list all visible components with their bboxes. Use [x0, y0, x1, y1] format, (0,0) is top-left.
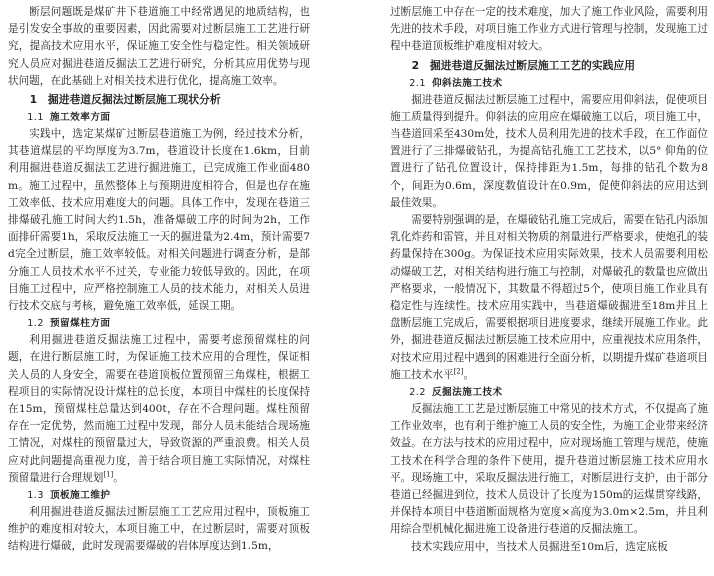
subsection-2-1-paragraph-2 [390, 212, 708, 384]
subsection-1-3-paragraph: 利用掘进巷道反掘法过断层施工工艺应用过程中，顶板施工维护的难度相对较大，本项目施工中，在过断层时，需要对顶板结构进行爆破，此时发现需要爆破的岩体厚度达到1.5m， [8, 506, 310, 553]
subsection-1-1-paragraph: 实践中，选定某煤矿过断层巷道施工为例，经过技术分析，其巷道煤层的平均厚度为3.7m，巷道设计长度在1.6km，目前利用掘进巷道反掘法工艺进行掘进施工，已完成施工作业面480m。施工过程中，虽然整体上与预期进度相符合，但是也存在施工效率低、技术应用难度大的问题。具体工作中，发现在巷道三排爆破孔施工时间大约1.5h，准备爆破工序的时间为2h，工作面排矸需要1h，采取反法施工一天的掘进量为2.4m，预计需要7d完全过断层，施工效率较低。对相关问题进行调查分析，是部分施工人员技术水平不过关，专业能力较低导致的。因此，在项目施工过程中，应严格控制施工人员的技术能力，对相关人员进行技术交底与考核，避免施工效率低，延误工期。 [8, 128, 310, 313]
subsection-title: 顶板施工维护 [49, 490, 111, 502]
subsection-2-2-heading [390, 384, 708, 401]
paragraph-text: 利用掘进巷道反掘法施工过程中，需要考虑预留煤柱的问题，在进行断层施工时，为保证施工技术应用的合理性，保证相关人员的人身安全，需要在巷道顶板位置预留三角煤柱，根据工程项目的实际情况设计煤柱的总长度，本项目中煤柱的长度保持在15m，预留煤柱总量达到400t，存在不合理问题。煤柱预留存在一定优势，然而施工过程中发现，部分人员未能结合现场施工情况，对煤柱的预留量过大，导致资源的严重浪费。相关人员应对此问题提高重视力度，善于结合项目施工实际情况，对煤柱预留量进行合理规划 [8, 334, 310, 484]
citation-ref: [1] [103, 470, 114, 479]
right-column [390, 4, 708, 572]
subsection-number: 1.2 [27, 318, 44, 330]
paragraph-end: 。 [113, 471, 124, 484]
subsection-number: 2.2 [409, 387, 426, 399]
subsection-1-2-heading [8, 315, 310, 332]
subsection-1-1-heading [8, 109, 310, 126]
section-2-heading: 2 掘进巷道反掘法过断层施工工艺的实践应用 [411, 58, 636, 72]
paragraph-text: 需要特别强调的是，在爆破钻孔施工完成后，需要在钻孔内添加乳化炸药和雷管，并且对相关物质的剂量进行严格要求，使炮孔的装药量保持在300g。为保证技术应用实际效果，技术人员需要利用松动爆破工艺，对相关结构进行施工与控制，对爆破孔的数量也应做出严格要求，一般情况下，其数量不得超过5个，使项目施工作业具有稳定性与连续性。技术应用实践中，当巷道爆破掘进至18m并且上盘断层施工完成后，需要根据项目进度要求，继续开展施工作业。此外，掘进巷道反掘法过断层施工技术应用中，应重视技术应用条件，对技术应用过程中遇到的困难进行全面分析，以期提升煤矿巷道项目施工技术水平 [390, 214, 708, 381]
paragraph-end: 。 [463, 368, 475, 381]
subsection-title: 预留煤柱方面 [49, 318, 111, 330]
subsection-title: 反掘法施工技术 [431, 387, 503, 399]
subsection-2-1-paragraph-1: 掘进巷道反掘法过断层施工过程中，需要应用仰斜法，促使项目施工质量得到提升。仰斜法的应用应在爆破施工以后，项目施工中，当巷道回采至430m处，技术人员利用先进的技术手段，在工作面位置进行了三排爆破钻孔，为提高钻孔施工工艺技术，以5° 仰角的位置进行了钻孔位置设计，保持排距为1.5m，每排的钻孔个数为8个，间距为0.6m，深度数值设计在0.9m，促使仰斜法的应用达到最佳效果。 [390, 93, 708, 209]
subsection-2-2-paragraph-1: 反掘法施工工艺是过断层施工中常见的技术方式，不仅提高了施工作业效率，也有利于维护施工人员的安全性，为施工企业带来经济效益。在方法与技术的应用过程中，应对现场施工管理与规范，使施工技术在科学合理的条件下使用，提升巷道过断层施工技术应用水平。现场施工中，采取反掘法进行施工，对断层进行支护，由于部分巷道已经掘进到位，技术人员设计了长度为150m的运煤贯穿线路，并保持本项目中巷道断面规格为宽度×高度为3.0m×2.5m，并且利用综合型机械化掘进施工设备进行巷道的反掘法施工。 [390, 403, 708, 536]
subsection-title: 仰斜法施工技术 [431, 77, 503, 89]
intro-paragraph: 断层问题既是煤矿井下巷道施工中经常遇见的地质结构，也是引发安全事故的重要因素，因此需要对过断层施工工艺进行研究，提高技术应用水平，保证施工安全性与稳定性。相关领域研究人员应对掘进巷道反掘法工艺进行研究，分析其应用优势与现状问题，在此基础上对相关技术进行优化，提高施工效率。 [8, 6, 310, 87]
subsection-2-1-heading [390, 75, 708, 92]
subsection-title: 施工效率方面 [49, 112, 111, 124]
subsection-number: 2.1 [409, 77, 426, 89]
subsection-2-2-paragraph-2: 技术实践应用中，当技术人员掘进至10m后，选定底板 [411, 540, 668, 553]
subsection-1-2-paragraph [8, 332, 310, 487]
subsection-number: 1.3 [27, 490, 44, 502]
citation-ref: [2] [453, 367, 464, 376]
subsection-number: 1.1 [27, 112, 44, 124]
section-1-heading: 1 掘进巷道反掘法过断层施工现状分析 [29, 93, 221, 107]
left-column [8, 4, 310, 572]
continued-paragraph: 过断层施工中存在一定的技术难度，加大了施工作业风险，需要利用先进的技术手段，对项目施工作业方式进行管理与控制，发现施工过程中巷道顶板维护难度相对较大。 [390, 6, 708, 53]
subsection-1-3-heading [8, 487, 310, 504]
